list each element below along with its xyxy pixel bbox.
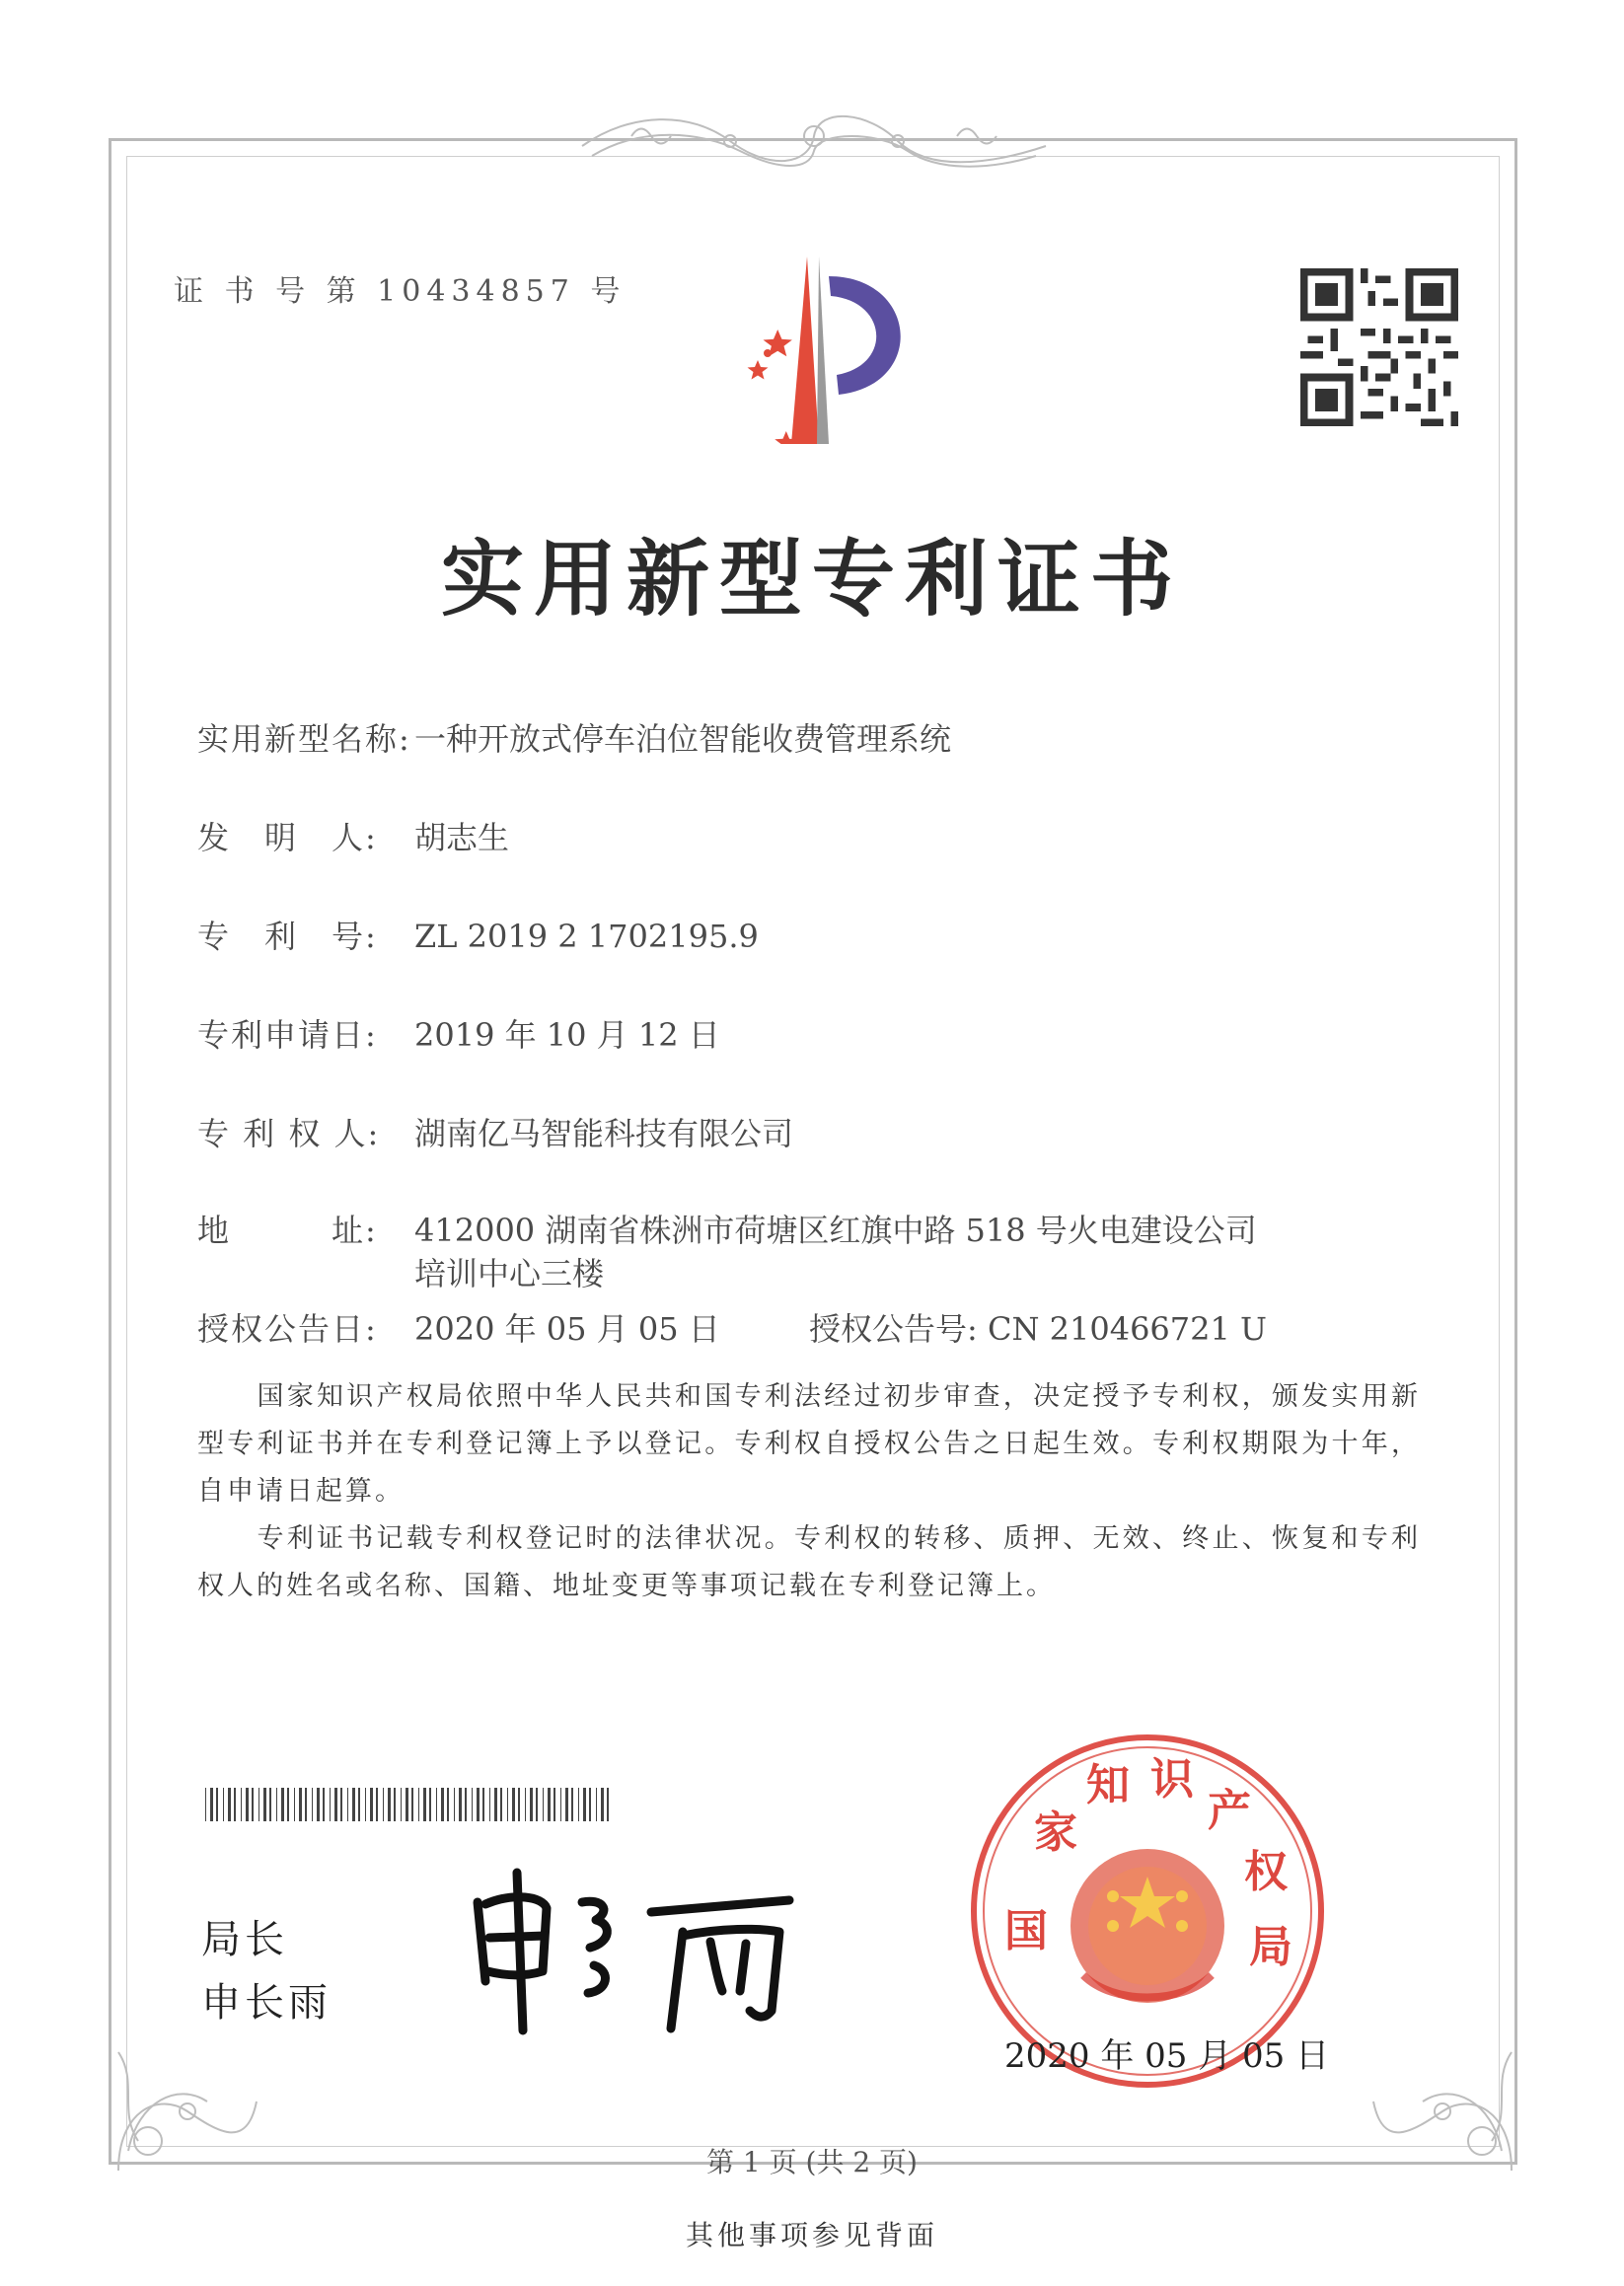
director-name: 申长雨 bbox=[201, 1980, 332, 2026]
top-ornament-icon bbox=[572, 107, 1056, 176]
field-value: 412000 湖南省株洲市荷塘区红旗中路 518 号火电建设公司 bbox=[414, 1212, 1257, 1249]
field-label: 地 址: bbox=[197, 1212, 378, 1249]
field-value: CN 210466721 U bbox=[987, 1310, 1267, 1348]
field-row-announce-date bbox=[197, 1304, 720, 1350]
back-side-note: 其他事项参见背面 bbox=[685, 2219, 938, 2251]
field-row-patentee bbox=[197, 1109, 793, 1154]
field-value: 胡志生 bbox=[414, 819, 510, 856]
barcode-icon bbox=[205, 1788, 616, 1821]
seal-char: 知 bbox=[1086, 1760, 1130, 1810]
field-value: 2019 年 10 月 12 日 bbox=[414, 1016, 720, 1054]
director-signature bbox=[464, 1863, 819, 2040]
field-value: 2020 年 05 月 05 日 bbox=[414, 1310, 720, 1348]
field-row-announce-no bbox=[809, 1304, 1267, 1350]
cnipa-logo-icon bbox=[691, 247, 947, 444]
field-label: 专 利 号: bbox=[197, 918, 378, 955]
field-row-filing-date bbox=[197, 1010, 720, 1056]
seal-char: 局 bbox=[1249, 1922, 1292, 1972]
page-title: 实用新型专利证书 bbox=[440, 530, 1183, 627]
field-value: 湖南亿马智能科技有限公司 bbox=[414, 1115, 794, 1152]
paragraph-grant: 国家知识产权局依照中华人民共和国专利法经过初步审查，决定授予专利权，颁发实用新型专利证书并在专利登记簿上予以登记。专利权自授权公告之日起生效。专利权期限为十年，自申请日起算。 bbox=[197, 1381, 1421, 1507]
field-row-address bbox=[197, 1206, 1257, 1251]
seal-char: 识 bbox=[1150, 1754, 1194, 1805]
seal-char: 权 bbox=[1244, 1847, 1288, 1897]
field-row-name bbox=[197, 714, 951, 760]
seal-char: 国 bbox=[1004, 1906, 1048, 1956]
field-label: 授权公告日: bbox=[197, 1310, 378, 1348]
page-number: 第 1 页 (共 2 页) bbox=[706, 2146, 918, 2178]
field-label: 授权公告号: bbox=[809, 1310, 978, 1348]
seal-date: 2020 年 05 月 05 日 bbox=[1004, 2036, 1330, 2076]
paragraph-legal-status: 专利证书记载专利权登记时的法律状况。专利权的转移、质押、无效、终止、恢复和专利权人的姓名或名称、国籍、地址变更等事项记载在专利登记簿上。 bbox=[197, 1523, 1421, 1601]
field-row-inventor bbox=[197, 813, 509, 858]
field-value: ZL 2019 2 1702195.9 bbox=[414, 918, 759, 955]
qr-code-icon bbox=[1300, 268, 1458, 426]
field-label: 实用新型名称: bbox=[197, 720, 411, 758]
certificate-number: 证 书 号 第 10434857 号 bbox=[174, 274, 627, 309]
field-row-patent-no bbox=[197, 912, 759, 957]
seal-char: 产 bbox=[1208, 1786, 1251, 1836]
field-label: 专利申请日: bbox=[197, 1016, 378, 1054]
field-value: 一种开放式停车泊位智能收费管理系统 bbox=[414, 720, 952, 758]
director-title: 局长 bbox=[201, 1917, 288, 1962]
field-label: 发 明 人: bbox=[197, 819, 378, 856]
field-label: 专 利 权 人: bbox=[197, 1115, 381, 1152]
address-line-2: 培训中心三楼 bbox=[414, 1255, 605, 1292]
seal-char: 家 bbox=[1034, 1807, 1077, 1858]
